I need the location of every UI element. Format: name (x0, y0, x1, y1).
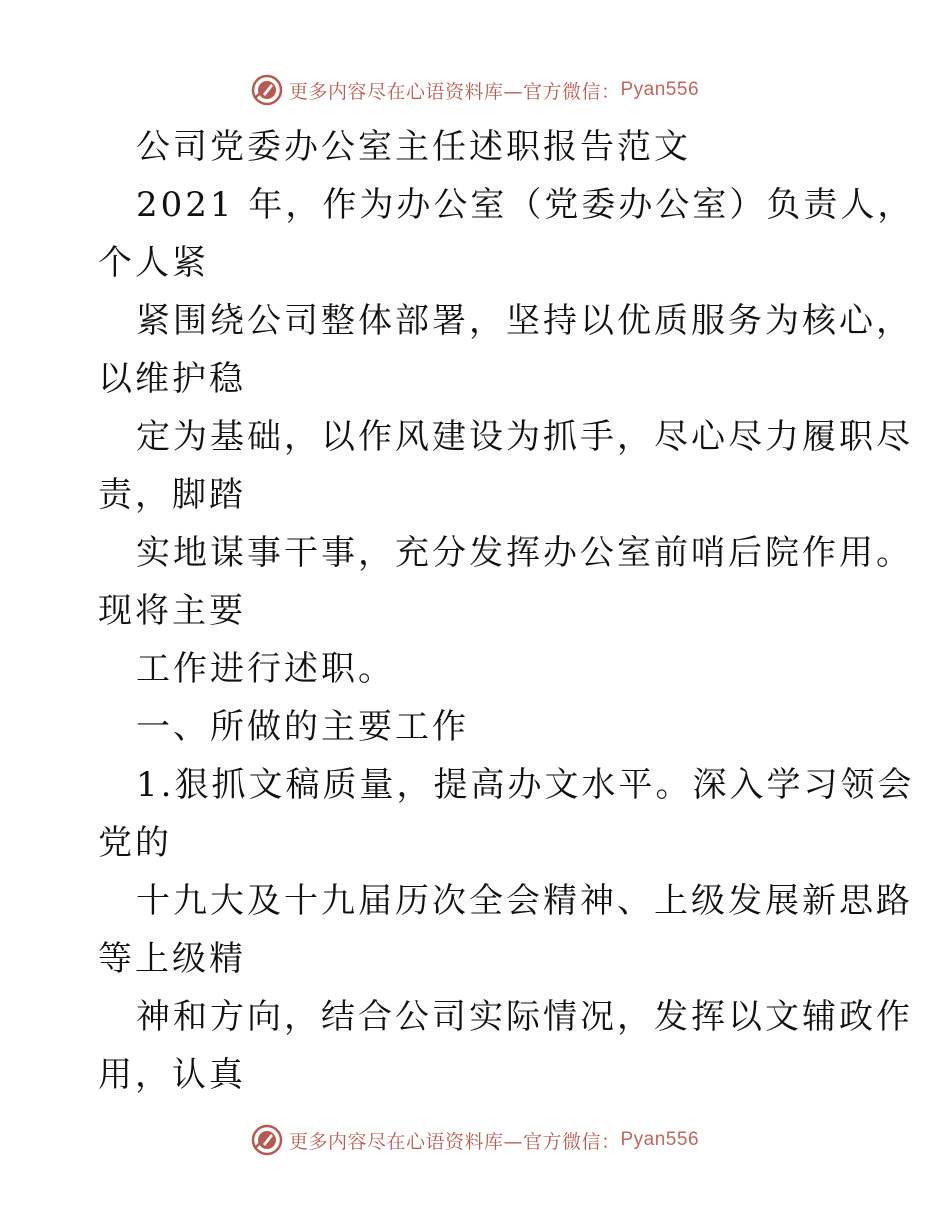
text-line: 个人紧 (98, 243, 209, 283)
text-line: 公司党委办公室主任述职报告范文 (136, 127, 691, 167)
text-line: 实地谋事干事，充分发挥办公室前哨后院作用。 (136, 533, 913, 573)
footer-banner (0, 1120, 950, 1160)
banner-text: 更多内容尽在心语资料库—官方微信： (288, 1130, 621, 1153)
text-line: 党的 (98, 823, 172, 863)
text-line: 2021 年，作为办公室（党委办公室）负责人， (136, 185, 915, 225)
text-line: 定为基础，以作风建设为抓手，尽心尽力履职尽 (136, 417, 913, 457)
text-line: 等上级精 (98, 939, 246, 979)
text-line: 紧围绕公司整体部署，坚持以优质服务为核心， (136, 301, 913, 341)
text-line: 用，认真 (98, 1055, 246, 1095)
seal-icon (251, 1124, 283, 1156)
banner-text: 更多内容尽在心语资料库—官方微信： (288, 80, 621, 103)
text-line: 以维护稳 (98, 359, 246, 399)
text-line: 工作进行述职。 (136, 649, 395, 689)
header-banner (0, 70, 950, 110)
text-line: 责，脚踏 (98, 475, 246, 515)
text-line: 现将主要 (98, 591, 246, 631)
wechat-id: Pyan556 (620, 1129, 700, 1150)
wechat-id: Pyan556 (620, 79, 700, 100)
text-line: 1.狠抓文稿质量，提高办文水平。深入学习领会 (136, 765, 915, 805)
seal-icon (251, 74, 283, 106)
text-line: 神和方向，结合公司实际情况，发挥以文辅政作 (136, 997, 913, 1037)
text-line: 十九大及十九届历次全会精神、上级发展新思路 (136, 881, 913, 921)
document-body (98, 118, 915, 1104)
text-line: 一、所做的主要工作 (136, 707, 469, 747)
